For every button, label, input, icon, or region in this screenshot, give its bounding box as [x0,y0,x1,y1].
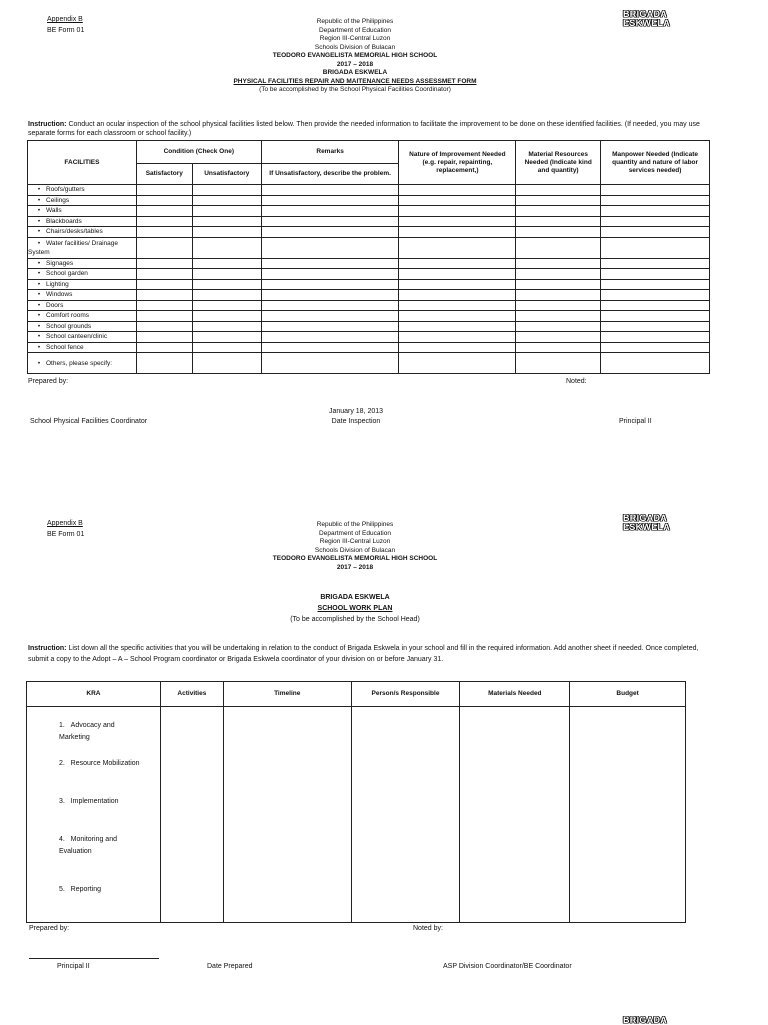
facility-label: Walls [46,207,62,215]
facility-row [28,321,710,332]
manpower-cell[interactable] [601,269,710,280]
manpower-cell[interactable] [601,237,710,258]
header-line: Department of Education [319,26,391,34]
col-material-resources: Material Resources Needed (Indicate kind and quantity) [516,141,601,185]
material-cell[interactable] [516,269,601,280]
material-cell[interactable] [516,237,601,258]
school-name: TEODORO EVANGELISTA MEMORIAL HIGH SCHOOL [272,52,438,59]
manpower-cell[interactable] [601,342,710,353]
instruction-label: Instruction: [28,645,67,652]
col-person-responsible: Person/s Responsible [351,682,460,707]
bullet-icon [28,186,46,193]
kra-list [27,707,160,922]
form1-prepared-by: Prepared by: [28,378,69,385]
nature-cell[interactable] [399,353,516,374]
unsatisfactory-cell[interactable] [192,300,261,311]
satisfactory-cell[interactable] [136,227,192,238]
manpower-cell[interactable] [601,353,710,374]
nature-cell[interactable] [399,206,516,217]
remarks-cell[interactable] [261,290,399,301]
col-materials-needed: Materials Needed [460,682,570,707]
bullet-icon [28,270,46,277]
logo-line1: BRIGADA [623,1015,668,1025]
col-satisfactory: Satisfactory [136,164,192,185]
logo-line2: ESKWELA [623,522,671,532]
facility-name [28,216,137,227]
facility-label: Doors [46,301,64,309]
material-cell[interactable] [516,216,601,227]
material-cell[interactable] [516,258,601,269]
timeline-cell[interactable] [223,707,351,923]
unsatisfactory-cell[interactable] [192,311,261,322]
bullet-icon [28,207,46,214]
facility-label: Others, please specify: [46,359,113,367]
satisfactory-cell[interactable] [136,342,192,353]
material-cell[interactable] [516,332,601,343]
remarks-cell[interactable] [261,300,399,311]
form-title: SCHOOL WORK PLAN [317,605,393,612]
facility-row [28,300,710,311]
facility-name [28,269,137,280]
unsatisfactory-cell[interactable] [192,195,261,206]
material-cell[interactable] [516,279,601,290]
satisfactory-cell[interactable] [136,185,192,196]
material-cell[interactable] [516,185,601,196]
satisfactory-cell[interactable] [136,258,192,269]
form1-brigada-eskwela-logo [623,10,670,28]
remarks-cell[interactable] [261,185,399,196]
unsatisfactory-cell[interactable] [192,227,261,238]
satisfactory-cell[interactable] [136,195,192,206]
bullet-icon [28,218,46,225]
facility-row [28,185,710,196]
col-manpower-needed: Manpower Needed (Indicate quantity and nature of labor services needed) [601,141,710,185]
nature-cell[interactable] [399,216,516,227]
header-line: Schools Division of Bulacan [314,43,396,51]
manpower-cell[interactable] [601,185,710,196]
facility-row [28,216,710,227]
materials-needed-cell[interactable] [460,707,570,923]
facility-label: School grounds [46,322,92,330]
bullet-icon [28,291,46,298]
bullet-icon [28,360,46,367]
form-subtitle: (To be accomplished by the School Head) [290,616,420,623]
kra-list-cell [27,707,161,923]
manpower-cell[interactable] [601,300,710,311]
facilities-rows [28,185,710,374]
col-nature-of-improvement: Nature of Improvement Needed (e.g. repair, repainting, replacement,) [399,141,516,185]
activities-cell[interactable] [160,707,223,923]
remarks-cell[interactable] [261,269,399,280]
nature-cell[interactable] [399,321,516,332]
bullet-icon [28,260,46,267]
facility-row [28,195,710,206]
bullet-icon [28,344,46,351]
school-name: TEODORO EVANGELISTA MEMORIAL HIGH SCHOOL [272,555,438,562]
nature-cell[interactable] [399,300,516,311]
col-condition: Condition (Check One) [136,141,261,164]
facility-row [28,342,710,353]
logo-line1: BRIGADA [623,513,668,523]
header-line: Region III-Central Luzon [319,35,391,42]
bullet-icon [28,302,46,309]
unsatisfactory-cell[interactable] [192,185,261,196]
unsatisfactory-cell[interactable] [192,206,261,217]
col-kra: KRA [27,682,161,707]
facility-name [28,311,137,322]
nature-cell[interactable] [399,269,516,280]
form1-date-label: Date Inspection [331,418,381,425]
facility-row [28,269,710,280]
satisfactory-cell[interactable] [136,332,192,343]
satisfactory-cell[interactable] [136,290,192,301]
facility-name [28,290,137,301]
remarks-cell[interactable] [261,216,399,227]
form1-inspection-date: January 18, 2013 [328,408,384,415]
header-line: Department of Education [319,529,391,537]
form2-form-number: BE Form 01 [47,531,85,538]
satisfactory-cell[interactable] [136,311,192,322]
facility-name [28,185,137,196]
form1-header [200,18,510,95]
facility-row [28,227,710,238]
unsatisfactory-cell[interactable] [192,279,261,290]
manpower-cell[interactable] [601,321,710,332]
bullet-icon [28,323,46,330]
bullet-icon [28,281,46,288]
instruction-text: List down all the specific activities that you will be undertaking in relation to the conduct of Brigada Eskwela in your school and fill in the required information. Add another sheet if needed. Once completed, submit a copy to the Adopt – A – School Program coordinator or Brigada Eskwela coordinator of your division on or before January 31. [28,645,699,663]
material-cell[interactable] [516,300,601,311]
form1-principal-signature: Principal II [619,418,652,425]
facility-row [28,311,710,322]
col-activities: Activities [160,682,223,707]
facility-name [28,353,137,374]
satisfactory-cell[interactable] [136,353,192,374]
facility-name [28,258,137,269]
nature-cell[interactable] [399,258,516,269]
remarks-cell[interactable] [261,321,399,332]
unsatisfactory-cell[interactable] [192,332,261,343]
nature-cell[interactable] [399,311,516,322]
form1-instruction [28,120,708,138]
manpower-cell[interactable] [601,227,710,238]
facility-label: Blackboards [46,217,82,225]
form2-noted-by: Noted by: [413,925,443,932]
instruction-text: Conduct an ocular inspection of the school physical facilities listed below. Then provide the needed information to facilitate the improvement to be done on these identified facilities. (If needed, you may use separate forms for each classroom or school facility.) [28,121,700,137]
bullet-icon [28,333,46,340]
form2-date-prepared: Date Prepared [207,963,253,970]
facility-label: Windows [46,291,73,299]
facility-label: Signages [46,259,74,267]
col-budget: Budget [570,682,686,707]
unsatisfactory-cell[interactable] [192,353,261,374]
facility-label: Comfort rooms [46,312,89,320]
facility-row [28,353,710,374]
material-cell[interactable] [516,206,601,217]
facility-name [28,321,137,332]
remarks-cell[interactable] [261,342,399,353]
unsatisfactory-cell[interactable] [192,216,261,227]
header-line: Region III-Central Luzon [319,538,391,545]
facility-name [28,342,137,353]
logo-line1: BRIGADA [623,9,668,19]
form1-noted: Noted: [566,378,587,385]
kra-item: 5. Reporting [59,886,102,893]
form2-principal-label: Principal II [57,963,90,970]
material-cell[interactable] [516,311,601,322]
nature-cell[interactable] [399,332,516,343]
facility-row [28,206,710,217]
manpower-cell[interactable] [601,258,710,269]
facility-label: Chairs/desks/tables [46,228,103,236]
facility-row [28,237,710,258]
facility-row [28,290,710,301]
manpower-cell[interactable] [601,195,710,206]
facility-label: School canteen/clinic [46,333,108,341]
unsatisfactory-cell[interactable] [192,269,261,280]
nature-cell[interactable] [399,195,516,206]
material-cell[interactable] [516,342,601,353]
satisfactory-cell[interactable] [136,206,192,217]
form1-appendix: Appendix B [47,16,83,23]
satisfactory-cell[interactable] [136,237,192,258]
facility-label: School fence [46,343,84,351]
remarks-cell[interactable] [261,353,399,374]
kra-item: 3. Implementation [59,798,119,805]
form2-principal-signature-line [29,958,159,959]
unsatisfactory-cell[interactable] [192,258,261,269]
remarks-cell[interactable] [261,332,399,343]
bullet-icon [28,240,46,247]
facility-row [28,279,710,290]
facility-label: Ceilings [46,196,70,204]
remarks-cell[interactable] [261,258,399,269]
form2-instruction [28,643,708,665]
manpower-cell[interactable] [601,279,710,290]
facility-label: Roofs/gutters [46,186,85,194]
nature-cell[interactable] [399,342,516,353]
remarks-cell[interactable] [261,311,399,322]
nature-cell[interactable] [399,237,516,258]
form2-title-block [200,593,510,625]
facility-label: School garden [46,270,88,278]
instruction-label: Instruction: [28,121,67,128]
form1-coordinator-signature: School Physical Facilities Coordinator [30,418,148,425]
manpower-cell[interactable] [601,290,710,301]
form-subtitle: (To be accomplished by the School Physical Facilities Coordinator) [259,86,451,93]
kra-item: 4. Monitoring and Evaluation [59,836,117,855]
form2-coordinator-label: ASP Division Coordinator/BE Coordinator [443,963,572,970]
material-cell[interactable] [516,290,601,301]
facility-name [28,300,137,311]
col-timeline: Timeline [223,682,351,707]
remarks-cell[interactable] [261,279,399,290]
remarks-cell[interactable] [261,227,399,238]
form2-prepared-by: Prepared by: [29,925,70,932]
remarks-cell[interactable] [261,206,399,217]
header-line: Republic of the Philippines [316,521,394,528]
satisfactory-cell[interactable] [136,216,192,227]
nature-cell[interactable] [399,290,516,301]
facility-name [28,195,137,206]
kra-item: 1. Advocacy and Marketing [59,722,115,741]
facility-row [28,332,710,343]
satisfactory-cell[interactable] [136,300,192,311]
kra-item: 2. Resource Mobilization [59,760,140,767]
col-unsatisfactory: Unsatisfactory [192,164,261,185]
manpower-cell[interactable] [601,311,710,322]
manpower-cell[interactable] [601,216,710,227]
program-name: BRIGADA ESKWELA [322,69,388,76]
facility-name [28,237,137,258]
facility-label: Lighting [46,280,69,288]
bullet-icon [28,228,46,235]
nature-cell[interactable] [399,185,516,196]
material-cell[interactable] [516,195,601,206]
facility-label: Water facilities/ Drainage System [28,239,119,256]
unsatisfactory-cell[interactable] [192,342,261,353]
school-year: 2017 – 2018 [336,60,374,68]
form-title: PHYSICAL FACILITIES REPAIR AND MAITENANCE NEEDS ASSESSMET FORM [233,77,477,85]
col-remarks: Remarks [261,141,399,164]
unsatisfactory-cell[interactable] [192,237,261,258]
col-remarks-description: If Unsatisfactory, describe the problem. [261,164,399,185]
header-line: Schools Division of Bulacan [314,546,396,554]
program-name: BRIGADA ESKWELA [320,594,390,601]
person-responsible-cell[interactable] [351,707,460,923]
satisfactory-cell[interactable] [136,269,192,280]
logo-line2: ESKWELA [623,18,671,28]
school-year: 2017 – 2018 [336,563,374,571]
facilities-assessment-table [27,140,710,374]
remarks-cell[interactable] [261,195,399,206]
header-line: Republic of the Philippines [316,18,394,25]
form2-appendix: Appendix B [47,520,83,527]
school-work-plan-table [26,681,686,923]
col-facilities: FACILITIES [28,141,137,185]
nature-cell[interactable] [399,227,516,238]
facility-name [28,279,137,290]
material-cell[interactable] [516,227,601,238]
form2-brigada-eskwela-logo [623,514,670,532]
material-cell[interactable] [516,353,601,374]
budget-cell[interactable] [570,707,686,923]
material-cell[interactable] [516,321,601,332]
remarks-cell[interactable] [261,237,399,258]
unsatisfactory-cell[interactable] [192,321,261,332]
facility-name [28,206,137,217]
manpower-cell[interactable] [601,332,710,343]
satisfactory-cell[interactable] [136,279,192,290]
facility-name [28,227,137,238]
manpower-cell[interactable] [601,206,710,217]
bullet-icon [28,197,46,204]
bullet-icon [28,312,46,319]
facility-name [28,332,137,343]
unsatisfactory-cell[interactable] [192,290,261,301]
form2-header [200,521,510,572]
satisfactory-cell[interactable] [136,321,192,332]
nature-cell[interactable] [399,279,516,290]
form1-form-number: BE Form 01 [47,27,85,34]
facility-row [28,258,710,269]
